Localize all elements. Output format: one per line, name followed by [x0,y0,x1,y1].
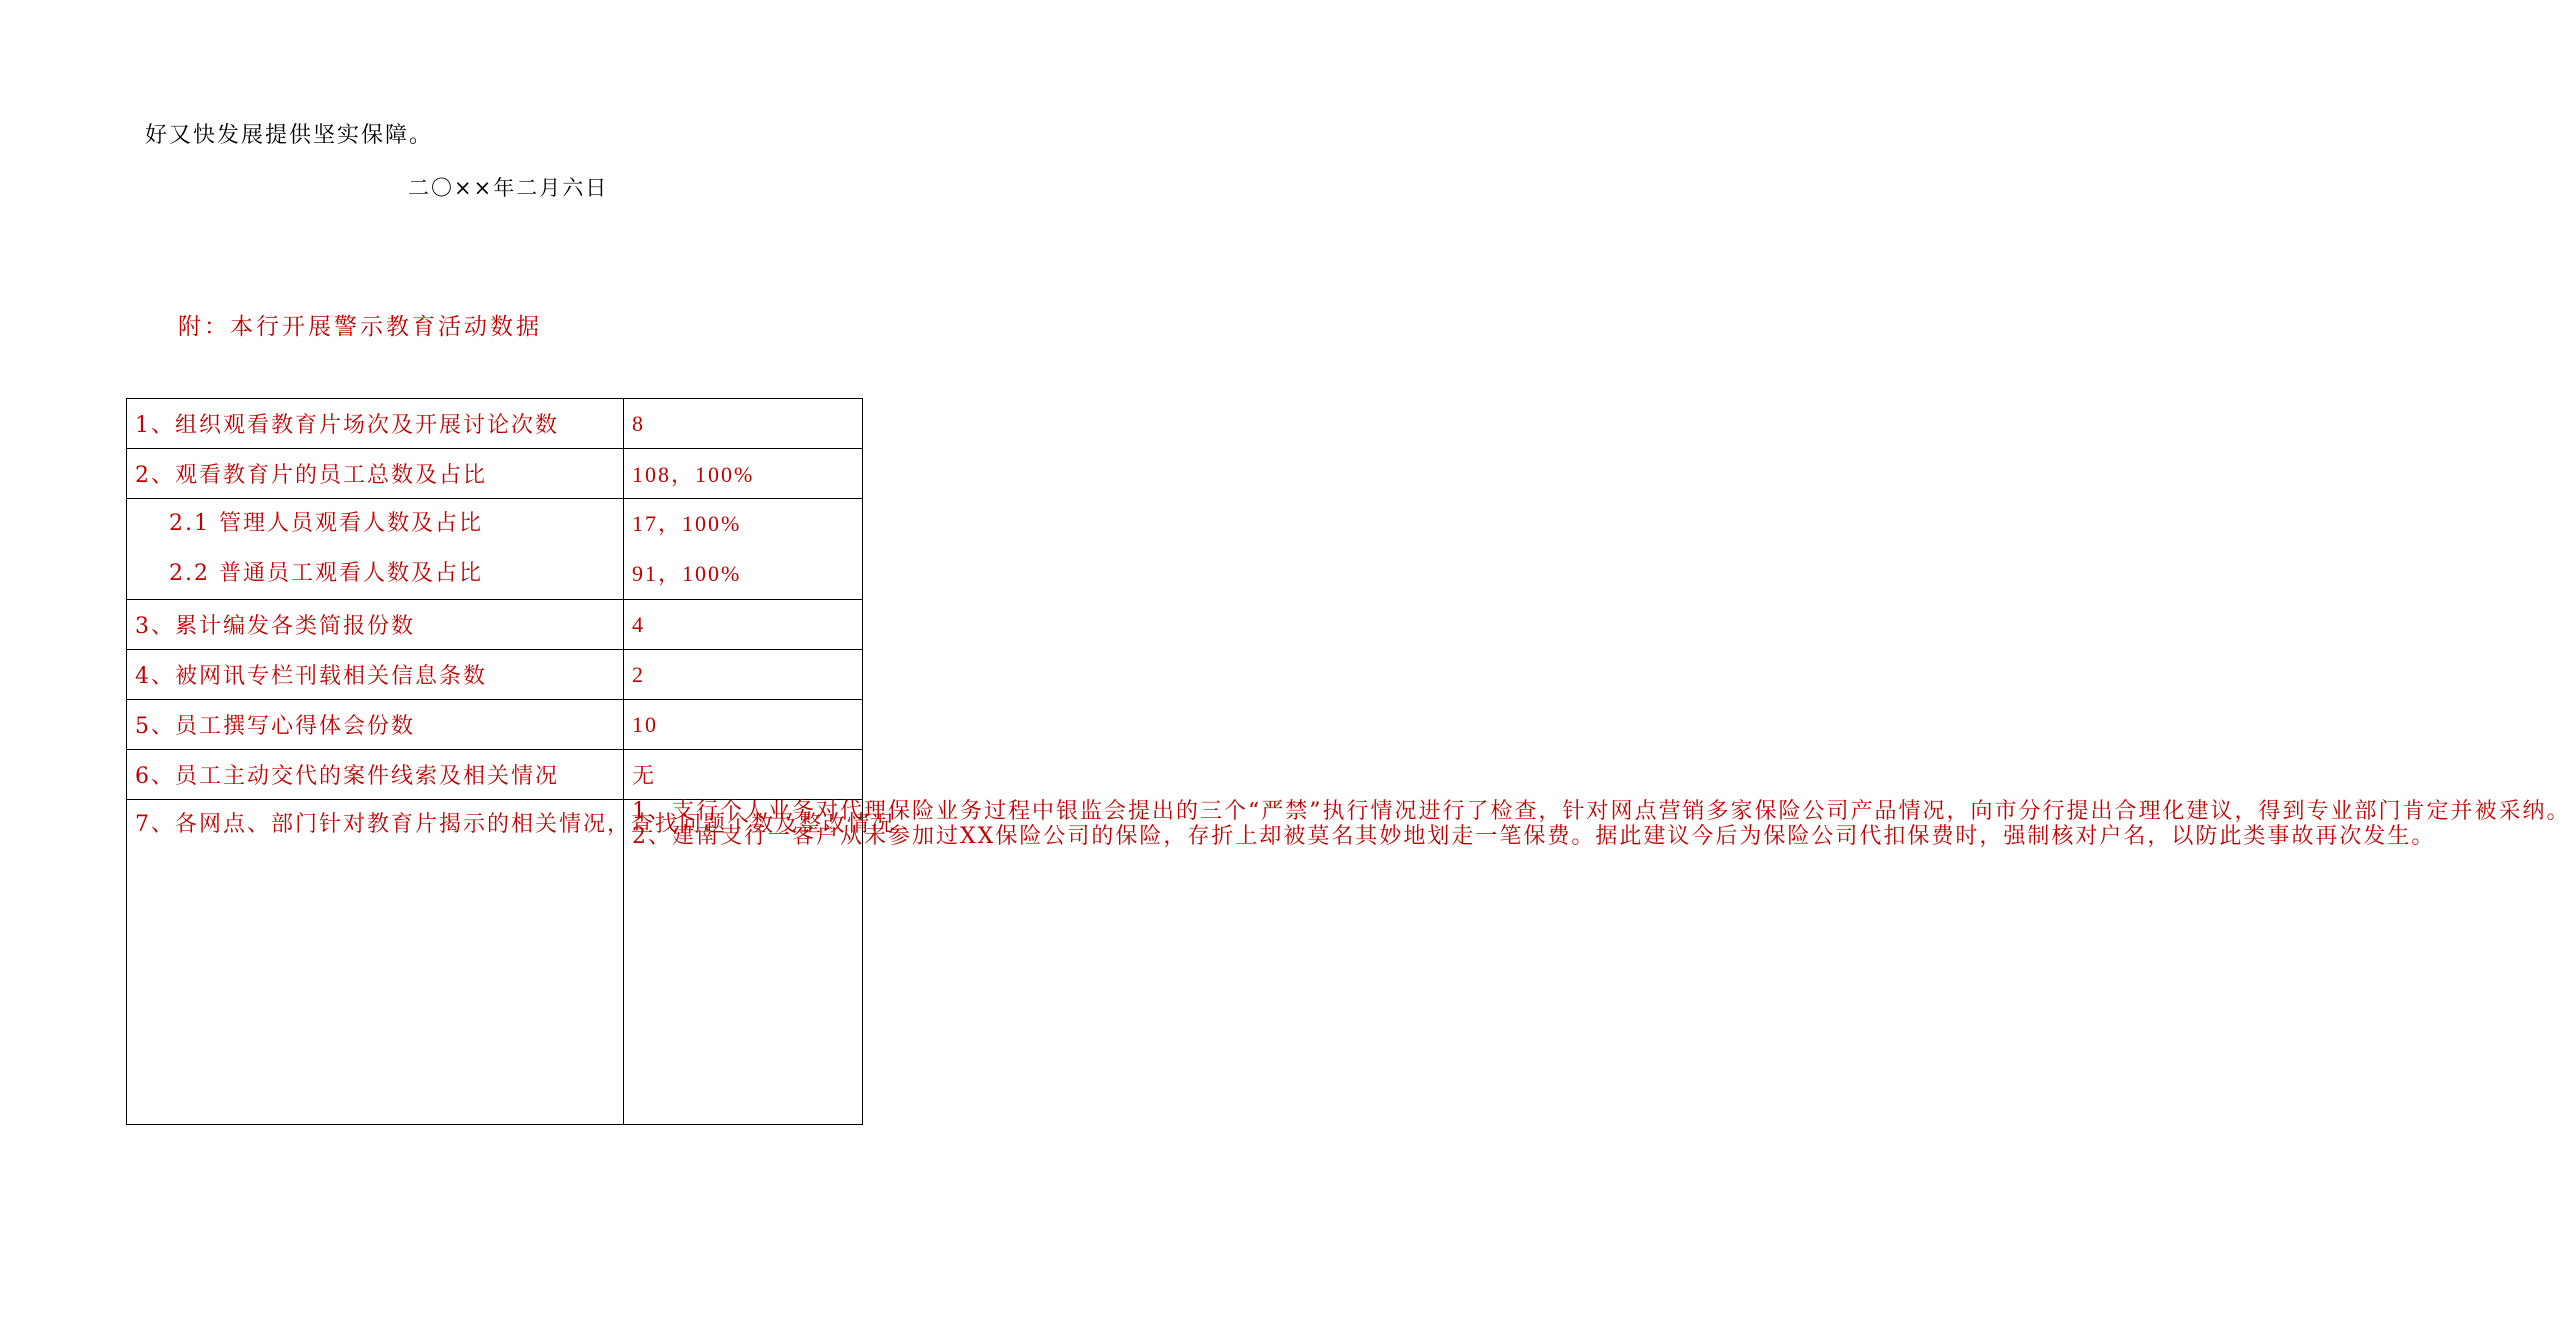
row-label: 2、观看教育片的员工总数及占比 [127,449,624,499]
table-row [127,650,863,700]
row-value: 108，100% [624,449,863,499]
table-row [127,750,863,800]
activity-data-table [126,398,2571,1125]
row-value: 无 [624,750,863,800]
row-label: 7、各网点、部门针对教育片揭示的相关情况，查找问题个数及整改情况 [127,800,624,1125]
row-label: 1、组织观看教育片场次及开展讨论次数 [127,399,624,449]
table-row [127,600,863,650]
row-value: 91，100% [632,561,742,586]
row-value: 2 [624,650,863,700]
row-value: 17，100% [632,511,742,536]
sub-labels-cell [127,499,624,600]
table-row [127,800,863,1125]
table-row [127,449,863,499]
row-label: 5、员工撰写心得体会份数 [127,700,624,750]
row-label: 6、员工主动交代的案件线索及相关情况 [127,750,624,800]
row-label: 4、被网讯专栏刊载相关信息条数 [127,650,624,700]
row-value: 4 [624,600,863,650]
row-label: 3、累计编发各类简报份数 [127,600,624,650]
rectification-note: 2、建南支行一客户从未参加过XX保险公司的保险，存折上却被莫名其妙地划走一笔保费。据此建议今后为保险公司代扣保费时，强制核对户名，以防此类事故再次发生。 [632,823,2436,849]
row-value: 8 [624,399,863,449]
row-label: 2.1 管理人员观看人数及占比 [169,511,483,536]
rectification-notes-cell [624,799,2571,1125]
sub-values-cell [624,499,863,600]
appendix-title: 附：本行开展警示教育活动数据 [178,314,542,340]
row-label: 2.2 普通员工观看人数及占比 [169,561,483,586]
table-row [127,399,863,449]
document-date: 二〇××年二月六日 [408,176,609,200]
table-row-sub-items [127,499,863,600]
rectification-note: 1、支行个人业务对代理保险业务过程中银监会提出的三个“严禁”执行情况进行了检查，针对网点营销多家保险公司产品情况，向市分行提出合理化建议，得到专业部门肯定并被采纳。 [632,799,2571,824]
row-value: 10 [624,700,863,750]
table-row [127,700,863,750]
paragraph-ending: 好又快发展提供坚实保障。 [145,123,434,148]
